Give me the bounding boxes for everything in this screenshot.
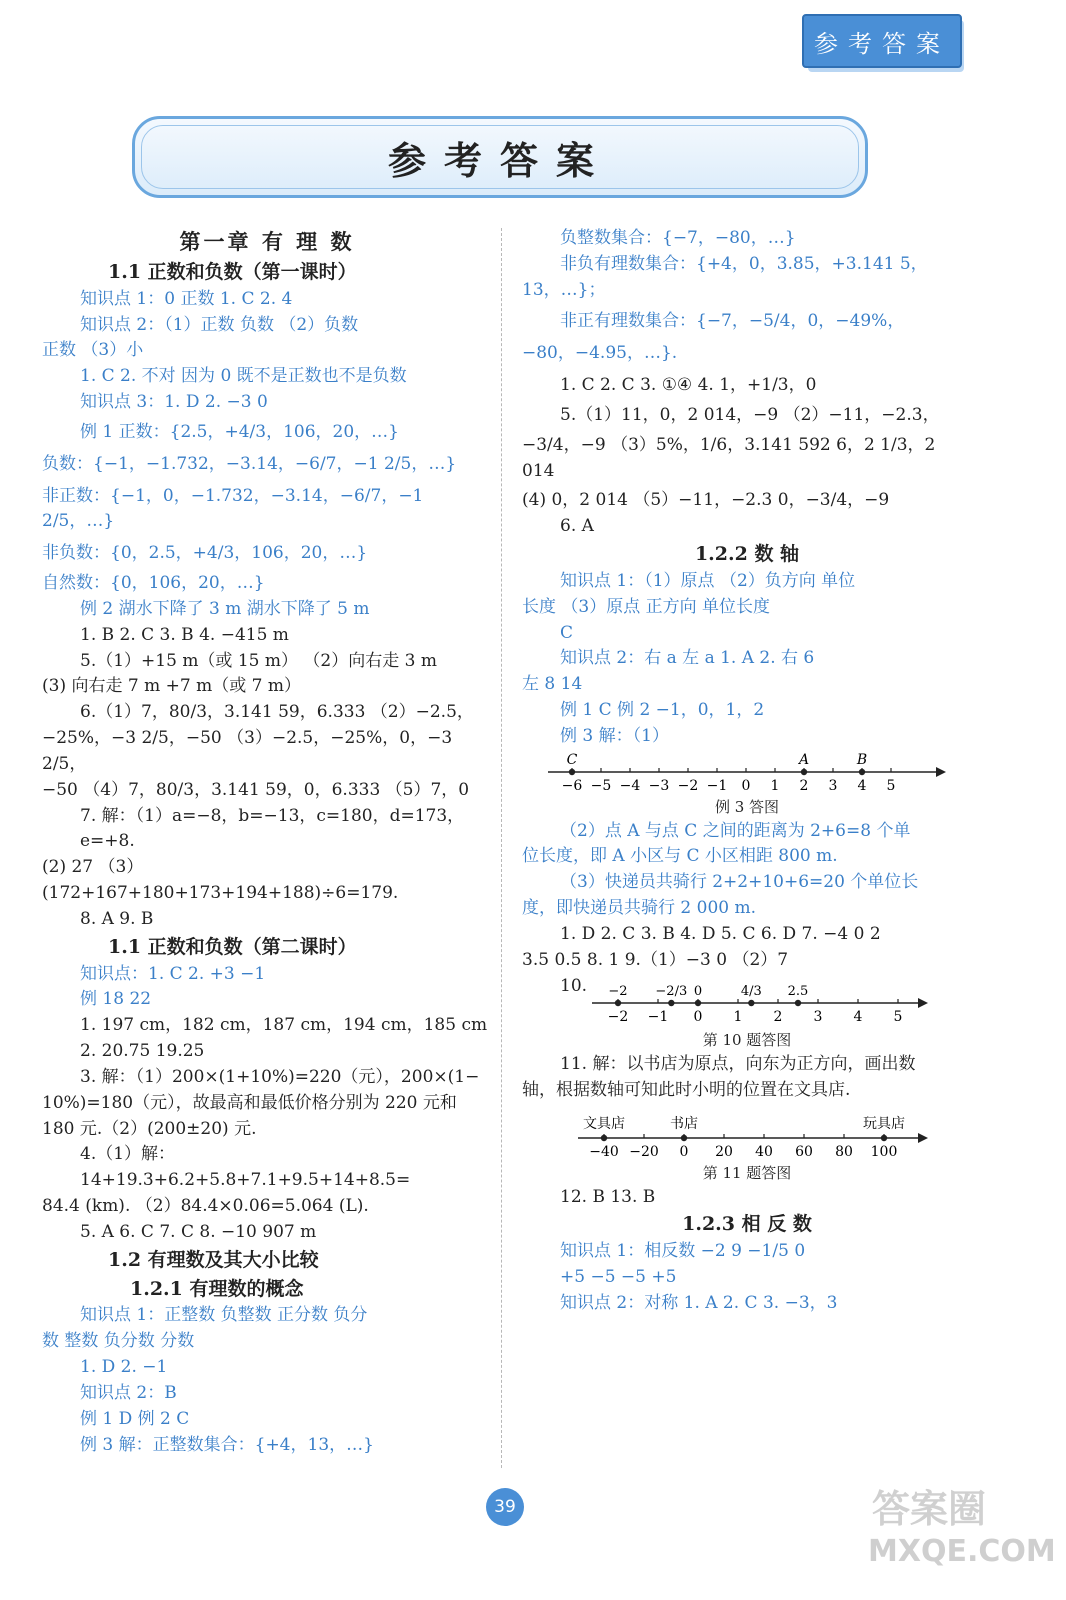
section-heading: 1.1 正数和负数（第一课时）	[108, 260, 357, 283]
answer-line: 13，…}；	[522, 279, 606, 300]
answer-line: 例 2 湖水下降了 3 m 湖水下降了 5 m	[80, 598, 370, 619]
figure-caption: 第 10 题答图	[702, 1031, 792, 1050]
axis-arrow	[936, 767, 946, 777]
answer-line: 知识点 2：B	[80, 1382, 177, 1403]
tick-label: 2	[799, 777, 809, 794]
section-heading: 1.2 有理数及其大小比较	[108, 1248, 319, 1271]
answer-line: 例 1 C 例 2 −1，0，1，2	[560, 700, 765, 721]
point-marker	[601, 1135, 607, 1141]
tick-label: 2	[773, 1009, 783, 1026]
answer-line: 180 元.（2）(200±20) 元.	[42, 1118, 257, 1139]
answer-line: C	[560, 622, 574, 643]
answer-line: 轴，根据数轴可知此时小明的位置在文具店.	[522, 1080, 851, 1100]
answer-line: −80，−4.95，…}.	[522, 343, 678, 364]
tick-label: 5	[893, 1009, 903, 1026]
answer-line: (2) 27 （3）(172+167+180+173+194+188)÷6=179.	[42, 857, 399, 903]
answer-line: 例 3 解：（1）	[560, 725, 669, 746]
answer-line: 非负有理数集合：{+4，0，3.85，+3.141 5，	[560, 253, 928, 274]
answer-line: 3. 解：（1）200×(1+10%)=220（元），200×(1−	[80, 1066, 480, 1087]
tick-label: −40	[589, 1143, 619, 1160]
answer-line: 位长度，即 A 小区与 C 小区相距 800 m.	[522, 846, 838, 867]
answer-line: 知识点 2：右 a 左 a 1. A 2. 右 6	[560, 648, 815, 669]
set-values: −1，0，−1.732，−3.14，−6/7，−1 2/5，…	[42, 485, 424, 532]
tick-label: 3	[828, 777, 838, 794]
answer-line: 例 18 22	[80, 989, 152, 1010]
answer-line: 正数 （3）小	[42, 340, 144, 361]
answer-line: −25%，−3 2/5，−50 （3）−2.5，−25%，0，−3 2/5，	[42, 728, 453, 774]
answer-line: 6. A	[560, 516, 594, 537]
answer-line: 例 3 解：正整数集合：{+4，13，…}	[80, 1434, 374, 1455]
answer-line: 知识点 1：正整数 负整数 正分数 负分	[80, 1305, 368, 1326]
answer-line: 1. D 2. −1	[80, 1357, 168, 1378]
point-marker	[801, 769, 807, 775]
axis-arrow	[918, 1133, 928, 1143]
answer-line: −50 （4）7，80/3，3.141 59，0，6.333 （5）7，0	[42, 779, 470, 800]
tick-label: 0	[741, 777, 751, 794]
answer-tab: 参考答案	[802, 14, 962, 68]
tick-label: −2	[607, 1009, 629, 1026]
answer-line: 1. C 2. C 3. ①④ 4. 1，+1/3，0	[560, 375, 817, 396]
answer-line: 2. 20.75 19.25	[80, 1041, 205, 1062]
answer-line: 非正数：{−1，0，−1.732，−3.14，−6/7，−1 2/5，…}	[42, 485, 424, 532]
point-label: B	[856, 751, 868, 768]
answer-line: 长度 （3）原点 正方向 单位长度	[522, 596, 771, 617]
answer-line: 12. B 13. B	[560, 1186, 656, 1207]
subsection-heading: 1.2.2 数 轴	[694, 543, 800, 566]
point-marker	[859, 769, 865, 775]
tick-label: 4	[857, 777, 867, 794]
answer-line: 5.（1）11，0，2 014，−9 （2）−11，−2.3，	[560, 404, 940, 425]
answer-line: （3）快递员共骑行 2+2+10+6=20 个单位长	[560, 872, 919, 893]
tick-label: −4	[619, 777, 641, 794]
chapter-heading: 第一章 有 理 数	[179, 229, 355, 254]
page-title: 参考答案	[387, 137, 612, 183]
axis-arrow	[918, 998, 928, 1008]
watermark-logo: 答案圈	[872, 1487, 987, 1531]
tick-label: 1	[733, 1009, 743, 1026]
tick-label: −1	[706, 777, 728, 794]
point-label: C	[566, 751, 578, 768]
point-marker	[795, 1000, 801, 1006]
tick-label: −6	[561, 777, 583, 794]
answer-line: 知识点 2：对称 1. A 2. C 3. −3，3	[560, 1292, 838, 1313]
set-values: 2.5，+4/3，106，20，…	[180, 421, 389, 442]
answer-line: 3.5 0.5 8. 1 9.（1）−3 0 （2）7	[522, 949, 789, 970]
answer-line: 知识点 3：1. D 2. −3 0	[80, 392, 268, 413]
answer-line: 知识点 1：（1）原点 （2）负方向 单位	[560, 570, 856, 591]
left-column	[42, 226, 492, 1458]
place-label: 玩具店	[863, 1115, 905, 1132]
set-values: −1，−1.732，−3.14，−6/7，−1 2/5，…	[103, 453, 446, 474]
answer-line: 5. A 6. C 7. C 8. −10 907 m	[80, 1221, 317, 1242]
answer-line: 负整数集合：{−7，−80，…}	[560, 228, 796, 248]
answer-line: 知识点：1. C 2. +3 −1	[80, 963, 266, 984]
page-number: 39	[486, 1488, 524, 1526]
subsection-heading: 1.2.1 有理数的概念	[130, 1277, 304, 1300]
tick-label: 5	[886, 777, 896, 794]
answer-line: 非正有理数集合：{−7，−5/4，0，−49%，	[560, 311, 905, 332]
answer-line: −3/4，−9 （3）5%，1/6，3.141 592 6，2 1/3，2 014	[522, 434, 936, 481]
answer-line: 4.（1）解：14+19.3+6.2+5.8+7.1+9.5+14+8.5=	[80, 1144, 411, 1191]
answer-line: 负数：{−1，−1.732，−3.14，−6/7，−1 2/5，…}	[42, 453, 457, 474]
point-label: 2.5	[787, 984, 809, 1000]
point-marker	[615, 1000, 621, 1006]
answer-line: 知识点 1：0 正数 1. C 2. 4	[80, 288, 293, 309]
answer-line: 84.4 (km). （2）84.4×0.06=5.064 (L).	[42, 1195, 369, 1216]
column-divider	[501, 228, 502, 1468]
answer-line: 1. C 2. 不对 因为 0 既不是正数也不是负数	[80, 366, 407, 387]
answer-line: 知识点 2：（1）正数 负数 （2）负数	[80, 314, 359, 335]
answer-line: 7. 解：（1）a=−8，b=−13，c=180，d=173，e=+8.	[80, 805, 465, 852]
answer-line: (3) 向右走 7 m +7 m（或 7 m）	[42, 676, 301, 697]
subsection-heading: 1.2.3 相 反 数	[682, 1213, 812, 1236]
tick-label: −5	[590, 777, 612, 794]
section-heading: 1.1 正数和负数（第二课时）	[108, 935, 357, 958]
answer-line: 10%)=180（元），故最高和最低价格分别为 220 元和	[42, 1092, 457, 1113]
tick-label: 100	[870, 1143, 898, 1160]
answer-line: 度，即快递员共骑行 2 000 m.	[522, 898, 756, 919]
title-banner	[132, 116, 868, 198]
set-label: 例 1 正数：	[80, 421, 170, 442]
tick-label: −2	[677, 777, 699, 794]
point-label: 4/3	[740, 984, 762, 1000]
tick-label: 1	[770, 777, 780, 794]
answer-line: 例 1 正数：{2.5，+4/3，106，20，…}	[80, 421, 399, 442]
tick-label: 0	[693, 1009, 703, 1026]
answer-line: 例 1 D 例 2 C	[80, 1408, 190, 1429]
tick-label: −1	[647, 1009, 669, 1026]
answer-line: 1. D 2. C 3. B 4. D 5. C 6. D 7. −4 0 2	[560, 923, 881, 944]
number-line-figure-3	[522, 1108, 972, 1162]
point-marker	[681, 1135, 687, 1141]
answer-line: 6.（1）7，80/3，3.141 59，6.333 （2）−2.5，	[80, 702, 474, 723]
answer-line: 1. 197 cm，182 cm，187 cm，194 cm，185 cm	[80, 1015, 488, 1036]
set-label: 非负数：	[42, 543, 110, 564]
figure-caption: 第 11 题答图	[702, 1163, 792, 1182]
point-label: −2/3	[655, 984, 688, 1000]
place-label: 书店	[670, 1115, 698, 1132]
point-label: 0	[693, 984, 703, 1000]
answer-line: 11. 解：以书店为原点，向东为正方向，画出数	[560, 1054, 916, 1075]
number-line-1	[522, 750, 952, 796]
point-marker	[748, 1000, 754, 1006]
answer-line: 左 8 14	[522, 674, 583, 695]
tick-label: 20	[715, 1143, 733, 1160]
tick-label: 80	[835, 1143, 853, 1160]
point-label: A	[798, 751, 810, 768]
answer-line: +5 −5 −5 +5	[560, 1267, 677, 1288]
answer-line: （2）点 A 与点 C 之间的距离为 2+6=8 个单	[560, 820, 911, 841]
answer-line: 5.（1）+15 m（或 15 m） （2）向右走 3 m	[80, 650, 437, 671]
tick-label: 60	[795, 1143, 813, 1160]
answer-line: 数 整数 负分数 分数	[42, 1331, 195, 1352]
set-values: 0，2.5，+4/3，106，20，…	[120, 543, 357, 564]
point-marker	[569, 769, 575, 775]
tick-label: 4	[853, 1009, 863, 1026]
number-line-3	[522, 1108, 952, 1162]
answer-line: 自然数：{0，106，20，…}	[42, 573, 265, 594]
answer-line: 1. B 2. C 3. B 4. −415 m	[80, 624, 289, 645]
set-label: 非正数：	[42, 485, 110, 506]
tick-label: −3	[648, 777, 670, 794]
right-column	[522, 226, 972, 1317]
point-marker	[695, 1000, 701, 1006]
tick-label: 3	[813, 1009, 823, 1026]
answer-line: 10.	[560, 975, 588, 996]
number-line-figure-2	[522, 977, 972, 1029]
answer-line: (4) 0，2 014 （5）−11，−2.3 0，−3/4，−9	[522, 490, 890, 511]
point-marker	[668, 1000, 674, 1006]
point-marker	[881, 1135, 887, 1141]
watermark-url: MXQE.COM	[868, 1534, 1056, 1569]
place-label: 文具店	[583, 1115, 625, 1132]
answer-line: 8. A 9. B	[80, 908, 154, 929]
number-line-figure-1	[522, 750, 972, 796]
point-label: −2	[608, 984, 628, 1000]
answer-line: 知识点 1：相反数 −2 9 −1/5 0	[560, 1241, 806, 1262]
tick-label: 0	[679, 1143, 689, 1160]
answer-line: 非负数：{0，2.5，+4/3，106，20，…}	[42, 543, 368, 564]
tick-label: −20	[629, 1143, 659, 1160]
figure-caption: 例 3 答图	[714, 797, 780, 816]
set-label: 负数：	[42, 453, 93, 474]
tick-label: 40	[755, 1143, 773, 1160]
number-line-2	[522, 977, 952, 1029]
